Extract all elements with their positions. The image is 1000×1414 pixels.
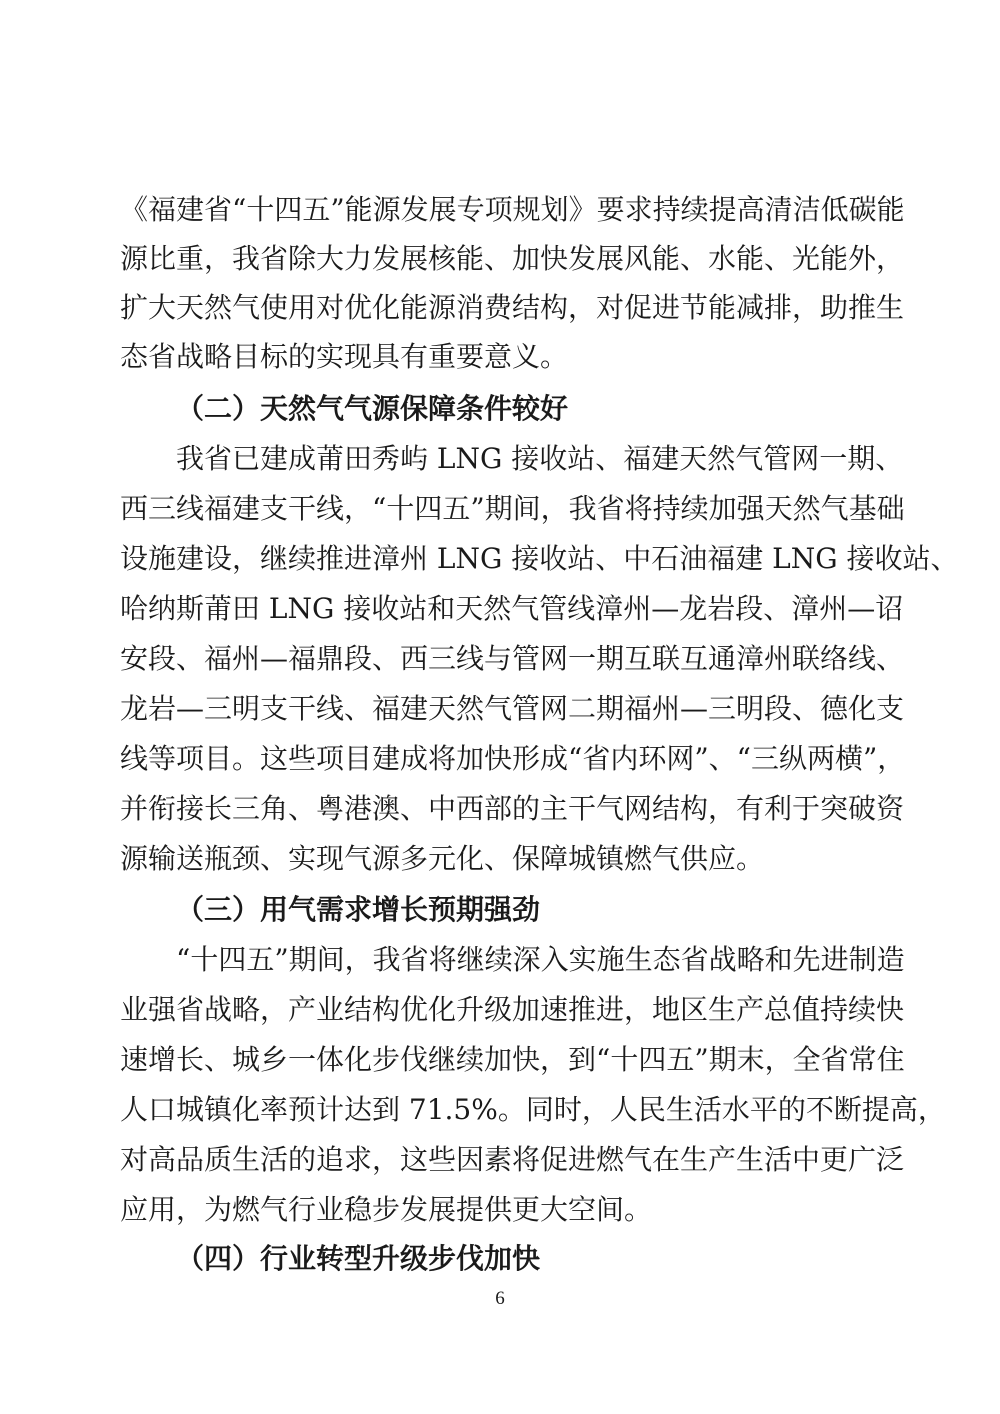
section-heading: （三）用气需求增长预期强劲 (176, 893, 541, 926)
body-text-line: 应用，为燃气行业稳步发展提供更大空间。 (120, 1193, 653, 1226)
body-text-line: 并衔接长三角、粤港澳、中西部的主干气网结构，有利于突破资 (120, 792, 905, 825)
body-text-line: 态省战略目标的实现具有重要意义。 (120, 340, 569, 373)
page-number: 6 (495, 1288, 505, 1309)
body-text-line: 西三线福建支干线，“十四五”期间，我省将持续加强天然气基础 (120, 492, 905, 525)
body-text-line: 设施建设，继续推进漳州 LNG 接收站、中石油福建 LNG 接收站、 (120, 542, 959, 575)
body-text-line: 速增长、城乡一体化步伐继续加快，到“十四五”期末，全省常住 (120, 1043, 905, 1076)
body-text-line: 龙岩—三明支干线、福建天然气管网二期福州—三明段、德化支 (120, 692, 905, 725)
body-text-line: 安段、福州—福鼎段、西三线与管网一期互联互通漳州联络线、 (120, 642, 905, 675)
body-text-line: 源输送瓶颈、实现气源多元化、保障城镇燃气供应。 (120, 842, 765, 875)
section-heading: （二）天然气气源保障条件较好 (176, 392, 569, 425)
body-text-line: “十四五”期间，我省将继续深入实施生态省战略和先进制造 (176, 943, 905, 976)
body-text-line: 对高品质生活的追求，这些因素将促进燃气在生产生活中更广泛 (120, 1143, 905, 1176)
section-heading: （四）行业转型升级步伐加快 (176, 1242, 541, 1275)
body-text-line: 业强省战略，产业结构优化升级加速推进，地区生产总值持续快 (120, 993, 905, 1026)
body-text-line: 《福建省“十四五”能源发展专项规划》要求持续提高清洁低碳能 (120, 193, 905, 226)
body-text-line: 我省已建成莆田秀屿 LNG 接收站、福建天然气管网一期、 (176, 442, 904, 475)
body-text-line: 源比重，我省除大力发展核能、加快发展风能、水能、光能外， (120, 242, 905, 275)
body-text-line: 哈纳斯莆田 LNG 接收站和天然气管线漳州—龙岩段、漳州—诏 (120, 592, 904, 625)
body-text-line: 人口城镇化率预计达到 71.5%。同时，人民生活水平的不断提高， (120, 1093, 946, 1126)
body-text-line: 线等项目。这些项目建成将加快形成“省内环网”、“三纵两横”， (120, 742, 906, 775)
body-text-line: 扩大天然气使用对优化能源消费结构，对促进节能减排，助推生 (120, 291, 905, 324)
